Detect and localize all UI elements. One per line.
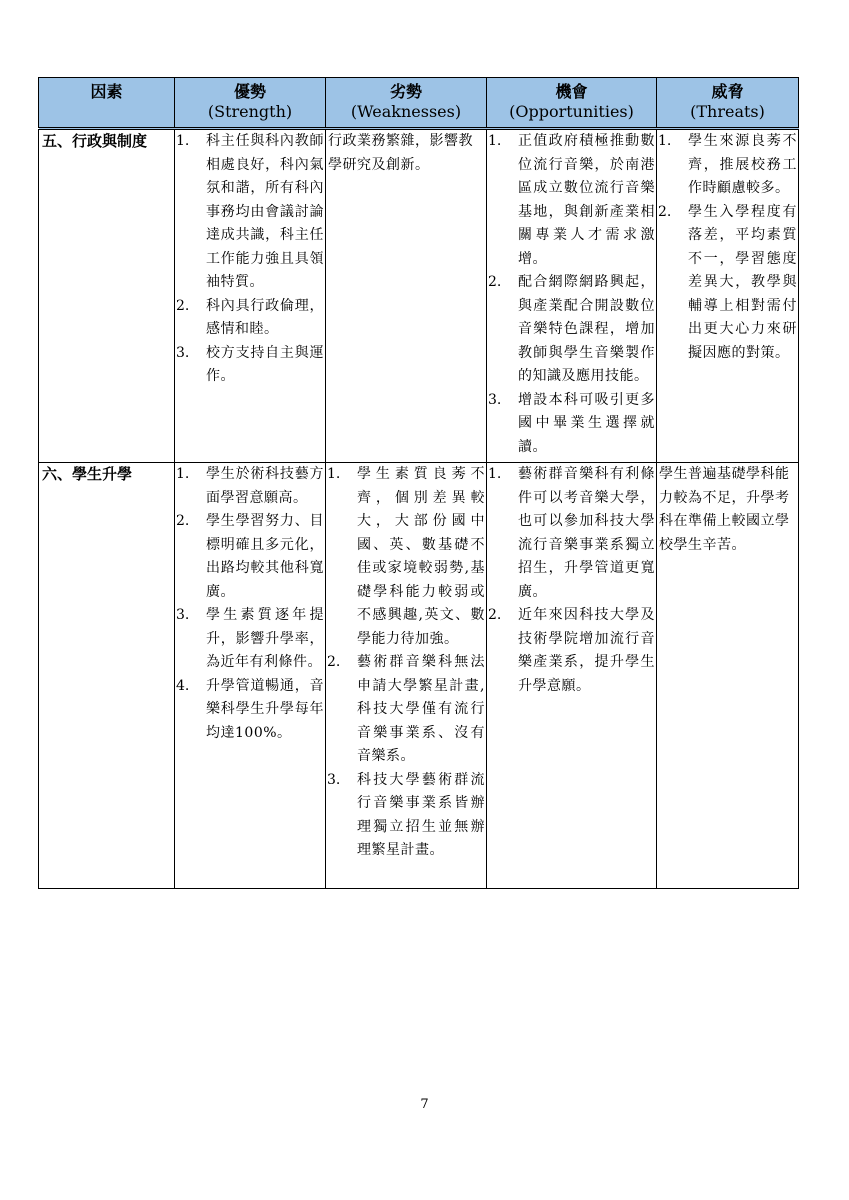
list-item: [487, 463, 656, 604]
item-number: 1.: [327, 466, 341, 482]
opportunity-cell: [487, 463, 657, 889]
list-item: [326, 463, 486, 651]
item-text: 藝術群音樂科無法申請大學繁星計畫,科技大學僅有流行音樂事業系、沒有音樂系。: [357, 654, 485, 764]
header-strength: 優勢 (Strength): [175, 78, 326, 129]
item-text: 學生於術科技藝方面學習意願高。: [206, 466, 324, 506]
item-number: 2.: [658, 203, 672, 220]
item-number: 1.: [658, 133, 672, 149]
list-item: [326, 769, 486, 863]
item-text: 學生素質逐年提升，影響升學率，為近年有利條件。: [206, 607, 324, 670]
factor-cell: 五、行政與制度: [39, 129, 175, 463]
item-text: 科內具行政倫理，感情和睦。: [206, 297, 324, 337]
list-item: [487, 271, 656, 389]
item-number: 1.: [488, 466, 502, 482]
strength-cell: [175, 463, 326, 889]
header-opportunity: 機會 (Opportunities): [487, 78, 657, 129]
list-item: [175, 295, 325, 342]
item-number: 3.: [488, 391, 502, 408]
item-number: 1.: [176, 133, 190, 149]
item-text: 學生來源良莠不齊，推展校務工作時顧慮較多。: [688, 133, 797, 196]
list-item: [657, 130, 798, 201]
item-number: 2.: [176, 297, 190, 314]
header-factor: 因素: [39, 78, 175, 129]
item-text: 學生入學程度有落差，平均素質不一，學習態度差異大，教學與輔導上相對需付出更大心力來研擬因應的對策。: [688, 203, 797, 361]
item-text: 校方支持自主與運作。: [206, 344, 324, 384]
threat-cell: 學生普遍基礎學科能力較為不足，升學考科在準備上較國立學校學生辛苦。: [657, 463, 799, 889]
list-item: [175, 463, 325, 510]
weakness-cell: 行政業務繁雜，影響教學研究及創新。: [326, 129, 487, 463]
item-number: 2.: [488, 274, 502, 290]
opportunity-cell: [487, 129, 657, 463]
list-item: [487, 130, 656, 271]
list-item: [175, 510, 325, 604]
item-number: 4.: [176, 677, 190, 694]
item-number: 3.: [176, 344, 190, 361]
list-item: [175, 604, 325, 675]
header-weakness: 劣勢 (Weaknesses): [326, 78, 487, 129]
list-item: [657, 201, 798, 366]
list-item: [175, 675, 325, 746]
list-item: [487, 389, 656, 460]
item-number: 3.: [176, 607, 190, 623]
item-text: 近年來因科技大學及技術學院增加流行音樂產業系，提升學生升學意願。: [518, 607, 655, 694]
item-text: 學生素質良莠不齊，個別差異較大，大部份國中國、英、數基礎不佳或家境較弱勢,基礎學科能力較弱或不感興趣,英文、數學能力待加強。: [357, 466, 485, 647]
item-number: 2.: [488, 607, 502, 623]
item-text: 增設本科可吸引更多國中畢業生選擇就讀。: [518, 391, 655, 455]
item-number: 2.: [176, 513, 190, 529]
row-admin: [39, 129, 799, 463]
item-number: 2.: [327, 654, 341, 670]
list-item: [487, 604, 656, 698]
item-number: 1.: [176, 466, 190, 482]
strength-cell: [175, 129, 326, 463]
swot-table: [38, 77, 799, 889]
page-number: 7: [420, 1097, 429, 1112]
row-student: [39, 463, 799, 889]
item-number: 1.: [488, 133, 502, 149]
header-row: [39, 78, 799, 129]
header-threat: 威脅 (Threats): [657, 78, 799, 129]
list-item: [175, 130, 325, 295]
item-number: 3.: [327, 771, 341, 788]
item-text: 科主任與科內教師相處良好，科內氣氛和諧，所有科內事務均由會議討論達成共識，科主任工作能力強且具領袖特質。: [206, 133, 324, 290]
factor-cell: 六、學生升學: [39, 463, 175, 889]
item-text: 升學管道暢通，音樂科學生升學每年均達100%。: [206, 677, 324, 741]
item-text: 科技大學藝術群流行音樂事業系皆辦理獨立招生並無辦理繁星計畫。: [357, 771, 485, 858]
threat-cell: [657, 129, 799, 463]
list-item: [326, 651, 486, 769]
item-text: 藝術群音樂科有利條件可以考音樂大學，也可以參加科技大學流行音樂事業系獨立招生，升學管道更寬廣。: [518, 466, 655, 600]
weakness-cell: [326, 463, 487, 889]
item-text: 學生學習努力、目標明確且多元化，出路均較其他科寬廣。: [206, 513, 324, 600]
item-text: 配合網際網路興起，與產業配合開設數位音樂特色課程，增加教師與學生音樂製作的知識及應用技能。: [518, 274, 655, 384]
list-item: [175, 342, 325, 389]
item-text: 正值政府積極推動數位流行音樂，於南港區成立數位流行音樂基地，與創新產業相關專業人才需求激增。: [518, 133, 655, 267]
